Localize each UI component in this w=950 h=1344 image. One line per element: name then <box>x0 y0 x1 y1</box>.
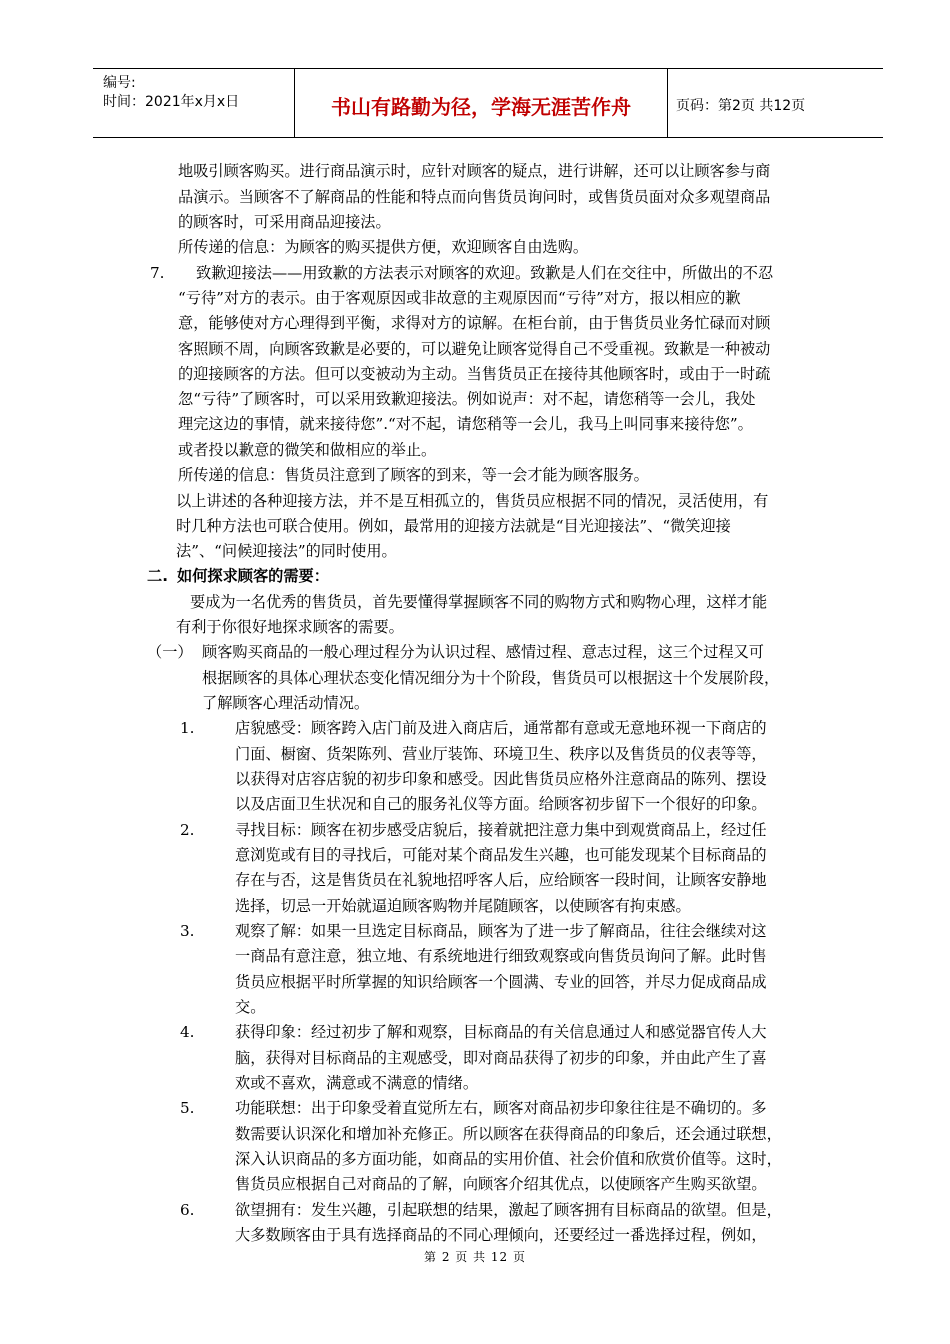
text-line: 的顾客时，可采用商品迎接法。 <box>178 213 391 231</box>
text-line: 交。 <box>235 998 266 1016</box>
text-line: 所传递的信息：为顾客的购买提供方便，欢迎顾客自由选购。 <box>178 238 589 256</box>
text-line: 选择，切忌一开始就逼迫顾客购物并尾随顾客，以使顾客有拘束感。 <box>235 897 691 915</box>
text-line: 欲望拥有：发生兴趣，引起联想的结果，激起了顾客拥有目标商品的欲望。但是， <box>235 1201 782 1219</box>
text-line: 大多数顾客由于具有选择商品的不同心理倾向，还要经过一番选择过程，例如， <box>235 1226 767 1244</box>
text-line: “亏待”对方的表示。由于客观原因或非故意的主观原因而“亏待”对方，报以相应的歉 <box>178 289 741 307</box>
header-motto: 书山有路勤为径，学海无涯苦作舟 <box>331 95 631 119</box>
time-label: 时间：2021年x月x日 <box>103 94 240 110</box>
list-number: 3. <box>180 922 195 940</box>
text-line: 深入认识商品的多方面功能，如商品的实用价值、社会价值和欣赏价值等。这时， <box>235 1150 782 1168</box>
text-line: 售货员应根据自己对商品的了解，向顾客介绍其优点，以使顾客产生购买欲望。 <box>235 1175 767 1193</box>
header-left-cell <box>93 69 295 137</box>
text-line: 获得印象：经过初步了解和观察，目标商品的有关信息通过人和感觉器官传人大 <box>235 1023 767 1041</box>
subsection-number: （一） <box>147 643 193 661</box>
text-line: 欢或不喜欢，满意或不满意的情绪。 <box>235 1074 478 1092</box>
text-line: 门面、橱窗、货架陈列、营业厅装饰、环境卫生、秩序以及售货员的仪表等等， <box>235 745 767 763</box>
list-number: 6. <box>180 1201 195 1219</box>
text-line: 顾客购买商品的一般心理过程分为认识过程、感情过程、意志过程，这三个过程又可 <box>202 643 764 661</box>
text-line: 意浏览或有目的寻找后，可能对某个商品发生兴趣，也可能发现某个目标商品的 <box>235 846 767 864</box>
text-line: 观察了解：如果一旦选定目标商品，顾客为了进一步了解商品，往往会继续对这 <box>235 922 767 940</box>
text-line: 法”、“问候迎接法”的同时使用。 <box>176 542 397 560</box>
text-line: 店貌感受：顾客跨入店门前及进入商店后，通常都有意或无意地环视一下商店的 <box>235 719 767 737</box>
text-line: 所传递的信息：售货员注意到了顾客的到来，等一会才能为顾客服务。 <box>178 466 649 484</box>
list-number: 4. <box>180 1023 195 1041</box>
text-line: 要成为一名优秀的售货员，首先要懂得掌握顾客不同的购物方式和购物心理，这样才能 <box>190 593 768 611</box>
list-number: 7. <box>150 264 165 282</box>
text-line: 以获得对店容店貌的初步印象和感受。因此售货员应格外注意商品的陈列、摆设 <box>235 770 767 788</box>
text-line: 了解顾客心理活动情况。 <box>202 694 370 712</box>
text-line: 货员应根据平时所掌握的知识给顾客一个圆满、专业的回答，并尽力促成商品成 <box>235 973 767 991</box>
text-line: 以上讲述的各种迎接方法，并不是互相孤立的，售货员应根据不同的情况，灵活使用，有 <box>176 492 769 510</box>
text-line: 忽“亏待”了顾客时，可以采用致歉迎接法。例如说声：对不起，请您稍等一会儿，我处 <box>178 390 756 408</box>
text-line: 一商品有意注意，独立地、有系统地进行细致观察或向售货员询问了解。此时售 <box>235 947 767 965</box>
text-line: 脑，获得对目标商品的主观感受，即对商品获得了初步的印象，并由此产生了喜 <box>235 1049 767 1067</box>
text-line: 意，能够使对方心理得到平衡，求得对方的谅解。在柜台前，由于售货员业务忙碌而对顾 <box>178 314 771 332</box>
text-line: 存在与否，这是售货员在礼貌地招呼客人后，应给顾客一段时间，让顾客安静地 <box>235 871 767 889</box>
list-number: 5. <box>180 1099 195 1117</box>
text-line: 理完这边的事情，就来接待您”.“对不起，请您稍等一会儿，我马上叫同事来接待您”。 <box>178 415 753 433</box>
list-number: 1. <box>180 719 195 737</box>
text-line: 的迎接顾客的方法。但可以变被动为主动。当售货员正在接待其他顾客时，或由于一时疏 <box>178 365 771 383</box>
text-line: 寻找目标：顾客在初步感受店貌后，接着就把注意力集中到观赏商品上，经过任 <box>235 821 767 839</box>
text-line: 客照顾不周，向顾客致歉是必要的，可以避免让顾客觉得自己不受重视。致歉是一种被动 <box>178 340 771 358</box>
text-line: 品演示。当顾客不了解商品的性能和特点而向售货员询问时，或售货员面对众多观望商品 <box>178 188 771 206</box>
text-line: 地吸引顾客购买。进行商品演示时，应针对顾客的疑点，进行讲解，还可以让顾客参与商 <box>178 162 771 180</box>
serial-number-label: 编号: <box>103 75 136 91</box>
text-line: 根据顾客的具体心理状态变化情况细分为十个阶段，售货员可以根据这十个发展阶段， <box>202 669 780 687</box>
page-number-label: 页码：第2页 共12页 <box>676 98 806 114</box>
header-right-cell <box>668 69 883 137</box>
text-line: 时几种方法也可联合使用。例如，最常用的迎接方法就是“目光迎接法”、“微笑迎接 <box>176 517 731 535</box>
list-number: 2. <box>180 821 195 839</box>
section-heading: 如何探求顾客的需要： <box>177 567 329 585</box>
text-line: 致歉迎接法——用致歉的方法表示对顾客的欢迎。致歉是人们在交往中，所做出的不忍 <box>196 264 774 282</box>
page-header <box>93 68 883 138</box>
section-number: 二. <box>147 567 168 585</box>
page-footer: 第 2 页 共 12 页 <box>424 1250 526 1264</box>
text-line: 以及店面卫生状况和自己的服务礼仪等方面。给顾客初步留下一个很好的印象。 <box>235 795 767 813</box>
header-motto-cell <box>295 69 668 137</box>
text-line: 数需要认识深化和增加补充修正。所以顾客在获得商品的印象后，还会通过联想， <box>235 1125 782 1143</box>
text-line: 有利于你很好地探求顾客的需要。 <box>176 618 404 636</box>
text-line: 功能联想：出于印象受着直觉所左右，顾客对商品初步印象往往是不确切的。多 <box>235 1099 767 1117</box>
text-line: 或者投以歉意的微笑和做相应的举止。 <box>178 441 437 459</box>
